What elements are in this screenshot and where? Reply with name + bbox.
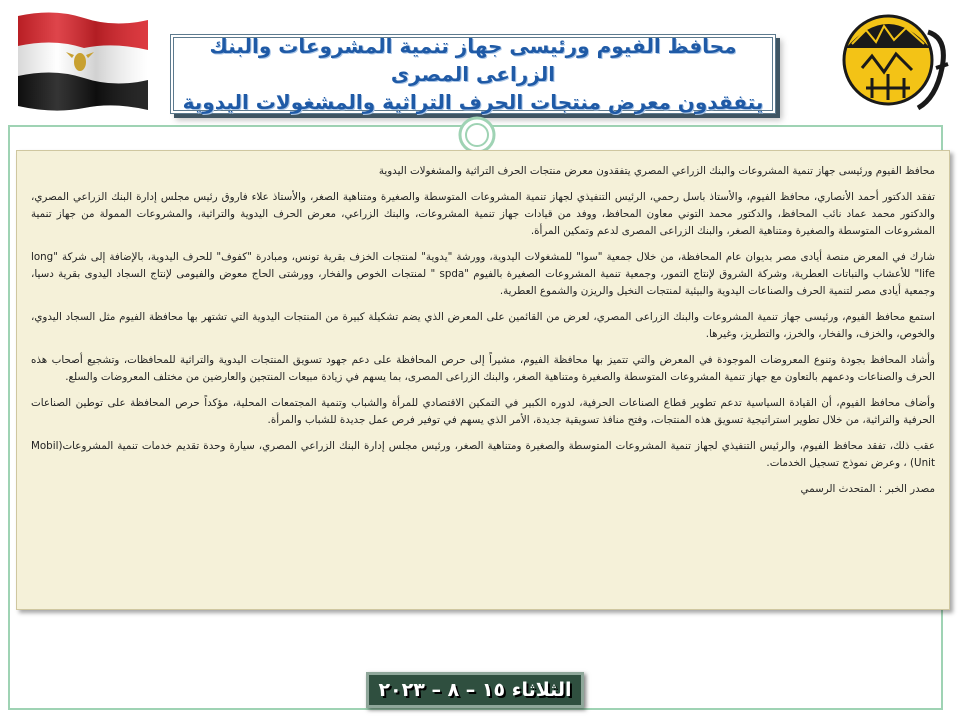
article-paragraph: شارك في المعرض منصة أيادى مصر بديوان عام المحافظة، من خلال جمعية "سوا" للمشغولات اليدوية، وورشة "يدوية" لمنتجات الخزف بقرية تونس، ومبادرة "كفوف" للحرف اليدوية، بالإضافة إلى شركة "long life" للأعشاب والنباتات العطرية، وشركة الشروق لإنتاج التمور، وجمعية تنمية المشروعات الصغيرة بالفيوم "spda " لمنتجات الخوص والفخار، وورشتى الحاج معوض والفيومى لإنتاج السجاد اليدوى بقرية دسيا، وجمعية أيادى مصر لتنمية الحرف والصناعات اليدوية والبيئية لمنتجات النخيل والريزن والشموع العطرية. <box>31 251 935 297</box>
article-paragraph: استمع محافظ الفيوم، ورئيسى جهاز تنمية المشروعات والبنك الزراعى المصري، لعرض من القائمين على المعرض الذي يضم تشكيلة كبيرة من المنتجات اليدوية التي تشتهر بها محافظة الفيوم مثل السجاد اليدوي، والخوص، والخزف، والفخار، والخرز، والتطريز، وغيرها. <box>31 311 935 340</box>
news-source: مصدر الخبر : المتحدث الرسمي <box>800 483 935 495</box>
headline-line-2: يتفقدون معرض منتجات الحرف التراثية والمشغولات اليدوية <box>182 90 764 114</box>
article-paragraph: محافظ الفيوم ورئيسى جهاز تنمية المشروعات والبنك الزراعي المصري يتفقدون معرض منتجات الحرف التراثية والمشغولات اليدوية <box>378 165 935 177</box>
article-paragraph: عقب ذلك، تفقد محافظ الفيوم، والرئيس التنفيذي لجهاز تنمية المشروعات المتوسطة والصغيرة ومتناهية الصغر، ورئيس مجلس إدارة البنك الزراعي المصري، سيارة وحدة تقديم خدمات تنمية المشروعات(Mobil Unit) ، وعرض نموذج تسجيل الخدمات. <box>31 440 935 469</box>
article-paragraph: وأضاف محافظ الفيوم، أن القيادة السياسية تدعم تطوير قطاع الصناعات الحرفية، لدوره الكبير في التمكين الاقتصادي للمرأة والشباب وتنمية المجتمعات المحلية، مؤكداً حرص المحافظة على توطين الصناعات الحرفية والتراثية، من خلال تطوير استراتيجية تسويق هذه المنتجات، وفتح منافذ تسويقية جديدة، الأمر الذي يسهم في توفير فرص عمل جديدة للشباب والمرأة. <box>31 397 935 426</box>
headline-box <box>170 34 776 114</box>
headline-line-1: محافظ الفيوم ورئيسى جهاز تنمية المشروعات والبنك الزراعى المصرى <box>209 34 737 86</box>
date-banner: الثلاثاء ١٥ – ٨ – ٢٠٢٣ <box>366 672 584 708</box>
article-paragraph: تفقد الدكتور أحمد الأنصاري، محافظ الفيوم، والأستاذ باسل رحمي، الرئيس التنفيذي لجهاز تنمية المشروعات المتوسطة والصغيرة ومتناهية الصغر، والأستاذ علاء فاروق رئيس مجلس إدارة البنك الزراعي المصري، والدكتور محمد عماد نائب المحافظ، والدكتور محمد التوني معاون المحافظ، ووفد من قيادات جهاز تنمية المشروعات، والبنك الزراعي، معرض الحرف اليدوية والتراثية، والمشروعات الممولة من جهاز تنمية المشروعات المتوسطة والصغيرة ومتناهية الصغر، والبنك الزراعى المصرى لدعم وتمكين المرأة. <box>31 191 935 237</box>
egypt-flag-icon <box>14 8 152 116</box>
fayoum-governorate-logo <box>832 8 950 118</box>
article-paragraph: وأشاد المحافظ بجودة وتنوع المعروضات الموجودة في المعرض والتي تتميز بها محافظة الفيوم، مشيراً إلى حرص المحافظة على دعم جهود تسويق المنتجات اليدوية والتراثية للمحافظات، وتشجيع أصحاب هذه الحرف والصناعات ودعمهم بالتعاون مع جهاز تنمية المشروعات المتوسطة والصغيرة ومتناهية الصغر، والبنك الزراعى المصرى، بما يسهم في زيادة مبيعات المنتجين والعارضين من مختلف المعروضات والسلع. <box>31 354 935 383</box>
article-body <box>16 150 950 610</box>
